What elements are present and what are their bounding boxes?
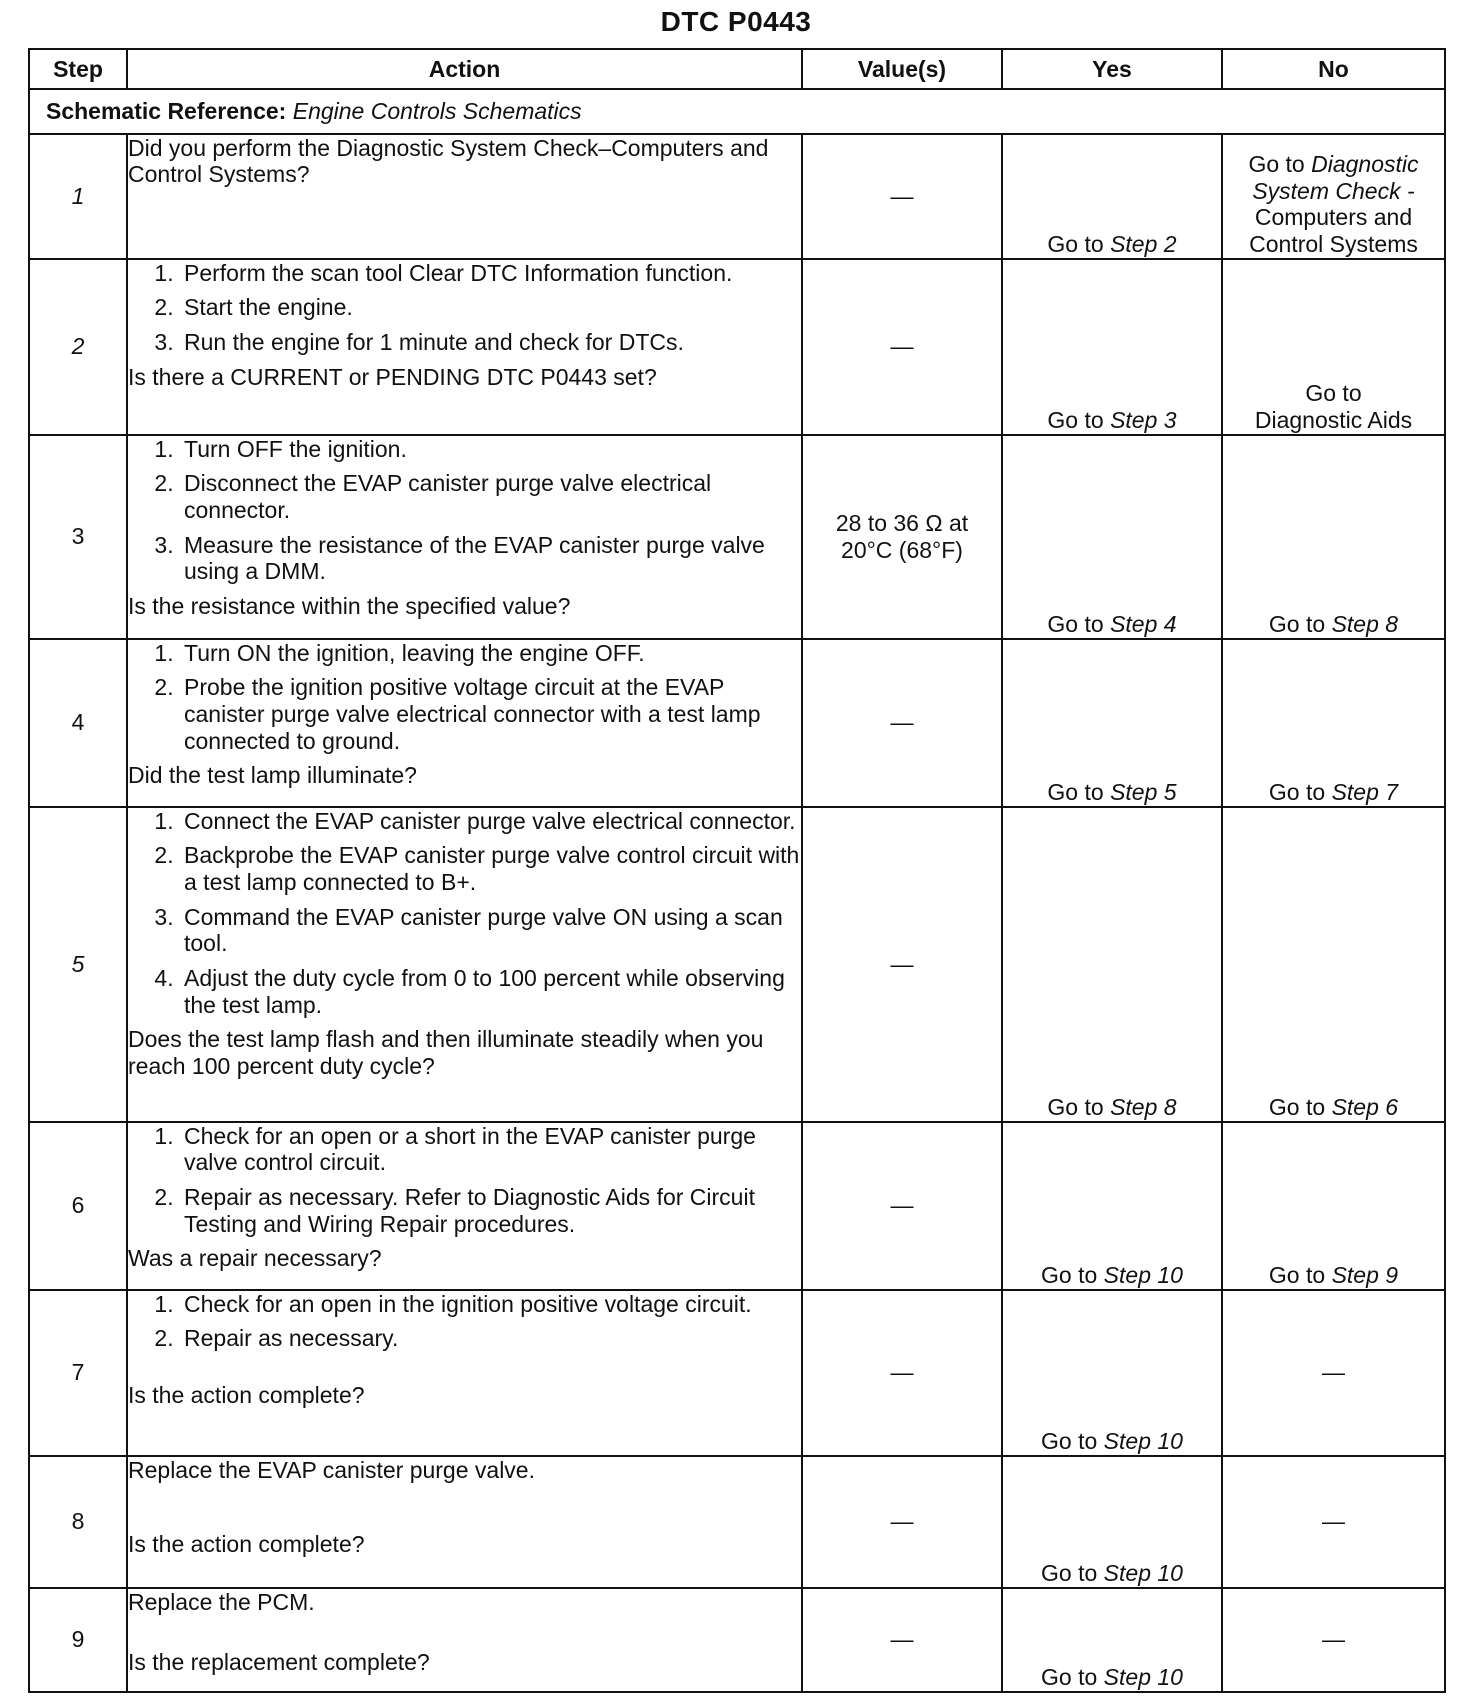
no-cell <box>1222 807 1445 1122</box>
action-cell <box>127 1588 802 1692</box>
action-text: Did you perform the Diagnostic System Check–Computers and Control Systems? <box>128 134 769 188</box>
table-row <box>29 1290 1445 1456</box>
action-question: Is the replacement complete? <box>128 1649 430 1676</box>
yes-cell <box>1002 1122 1222 1290</box>
action-question: Was a repair necessary? <box>128 1245 382 1272</box>
table-row <box>29 1456 1445 1588</box>
action-cell <box>127 435 802 639</box>
action-cell <box>127 807 802 1122</box>
step-number: 8 <box>29 1456 127 1588</box>
action-steps <box>128 1123 801 1238</box>
action-step: 2. Disconnect the EVAP canister purge valve electrical connector. <box>180 470 801 523</box>
action-text: Replace the EVAP canister purge valve. <box>128 1456 535 1483</box>
header-action: Action <box>127 49 802 89</box>
action-steps <box>128 808 801 1019</box>
action-steps <box>128 1291 801 1352</box>
header-no: No <box>1222 49 1445 89</box>
step-number: 6 <box>29 1122 127 1290</box>
action-question: Is the action complete? <box>128 1531 365 1558</box>
no-cell <box>1222 134 1445 259</box>
yes-cell <box>1002 134 1222 259</box>
action-cell <box>127 1122 802 1290</box>
goto-label: Go to <box>1047 407 1104 433</box>
no-step: Step 6 <box>1331 1094 1399 1120</box>
yes-step: Step 10 <box>1103 1560 1183 1586</box>
value-cell <box>802 435 1002 639</box>
value-cell: — <box>802 1290 1002 1456</box>
action-step: 3. Measure the resistance of the EVAP canister purge valve using a DMM. <box>180 532 801 585</box>
action-question: Is the resistance within the specified value? <box>128 593 571 620</box>
action-step: 2. Repair as necessary. <box>180 1325 801 1352</box>
action-step: 2. Repair as necessary. Refer to Diagnostic Aids for Circuit Testing and Wiring Repair procedures. <box>180 1184 801 1237</box>
yes-cell <box>1002 1290 1222 1456</box>
goto-label: Go to <box>1047 779 1104 805</box>
action-step: 3. Run the engine for 1 minute and check for DTCs. <box>180 329 801 356</box>
no-cell <box>1222 639 1445 807</box>
value-cell: — <box>802 134 1002 259</box>
step-number: 1 <box>29 134 127 259</box>
schematic-ref: Engine Controls Schematics <box>292 98 582 124</box>
action-question: Did the test lamp illuminate? <box>128 762 417 789</box>
yes-step: Step 10 <box>1103 1262 1183 1288</box>
yes-cell <box>1002 639 1222 807</box>
goto-label: Go to <box>1047 231 1104 257</box>
yes-step: Step 5 <box>1110 779 1177 805</box>
yes-cell <box>1002 435 1222 639</box>
goto-label: Go to <box>1268 1262 1326 1288</box>
step-number: 3 <box>29 435 127 639</box>
no-cell: — <box>1222 1290 1445 1456</box>
action-step: 2. Probe the ignition positive voltage circuit at the EVAP canister purge valve electrical connector with a test lamp connected to ground. <box>180 674 801 754</box>
no-text: Diagnostic Aids <box>1254 407 1413 433</box>
table-row <box>29 435 1445 639</box>
value-line: 28 to 36 Ω at <box>835 510 969 536</box>
value-cell: — <box>802 807 1002 1122</box>
action-step: 1. Perform the scan tool Clear DTC Information function. <box>180 260 801 287</box>
action-step: 1. Connect the EVAP canister purge valve electrical connector. <box>180 808 801 835</box>
step-number: 2 <box>29 259 127 435</box>
step-number: 5 <box>29 807 127 1122</box>
page-title: DTC P0443 <box>660 6 812 37</box>
schematic-row <box>29 89 1445 134</box>
yes-step: Step 8 <box>1110 1094 1177 1120</box>
action-cell <box>127 1456 802 1588</box>
no-step: Step 9 <box>1331 1262 1399 1288</box>
goto-label: Go to <box>1041 1428 1098 1454</box>
goto-label: Go to <box>1248 150 1305 177</box>
action-question: Is there a CURRENT or PENDING DTC P0443 set? <box>128 363 657 390</box>
no-cell <box>1222 1122 1445 1290</box>
action-cell <box>127 639 802 807</box>
header-row <box>29 49 1445 89</box>
step-number: 4 <box>29 639 127 807</box>
action-text: Replace the PCM. <box>128 1588 315 1615</box>
action-step: 1. Check for an open or a short in the EVAP canister purge valve control circuit. <box>180 1123 801 1176</box>
schematic-reference <box>29 89 1445 134</box>
step-number: 9 <box>29 1588 127 1692</box>
yes-step: Step 3 <box>1110 407 1177 433</box>
goto-label: Go to <box>1047 611 1104 637</box>
no-step: Step 8 <box>1331 611 1399 637</box>
value-cell: — <box>802 1588 1002 1692</box>
yes-cell <box>1002 1588 1222 1692</box>
action-step: 1. Turn ON the ignition, leaving the engine OFF. <box>180 640 801 667</box>
yes-step: Step 10 <box>1103 1664 1183 1690</box>
header-yes: Yes <box>1002 49 1222 89</box>
action-steps <box>128 260 801 356</box>
action-step: 3. Command the EVAP canister purge valve ON using a scan tool. <box>180 904 801 957</box>
yes-cell <box>1002 259 1222 435</box>
action-step: 1. Turn OFF the ignition. <box>180 436 801 463</box>
table-row <box>29 259 1445 435</box>
value-cell: — <box>802 639 1002 807</box>
yes-step: Step 4 <box>1110 611 1177 637</box>
action-question: Is the action complete? <box>128 1382 365 1409</box>
no-line: Control Systems <box>1249 231 1418 257</box>
no-line: System Check - <box>1252 177 1415 204</box>
action-cell <box>127 259 802 435</box>
action-cell <box>127 1290 802 1456</box>
header-values: Value(s) <box>802 49 1002 89</box>
goto-label: Go to <box>1041 1664 1098 1690</box>
value-cell: — <box>802 1122 1002 1290</box>
action-question: Does the test lamp flash and then illuminate steadily when you reach 100 percent duty cycle? <box>128 1026 764 1080</box>
no-cell <box>1222 435 1445 639</box>
action-steps <box>128 640 801 755</box>
yes-cell <box>1002 807 1222 1122</box>
table-row <box>29 1122 1445 1290</box>
goto-label: Go to <box>1041 1262 1098 1288</box>
no-cell: — <box>1222 1456 1445 1588</box>
goto-label: Go to <box>1268 1094 1326 1120</box>
schematic-label: Schematic Reference: <box>46 98 287 124</box>
goto-label: Go to <box>1305 380 1362 407</box>
header-step: Step <box>29 49 127 89</box>
goto-label: Go to <box>1268 779 1326 805</box>
no-step: Step 7 <box>1331 779 1399 805</box>
no-line: Diagnostic <box>1311 150 1419 177</box>
value-cell: — <box>802 259 1002 435</box>
yes-step: Step 2 <box>1110 231 1177 257</box>
goto-label: Go to <box>1041 1560 1098 1586</box>
goto-label: Go to <box>1268 611 1326 637</box>
value-line: 20°C (68°F) <box>841 536 963 563</box>
action-step: 1. Check for an open in the ignition positive voltage circuit. <box>180 1291 801 1318</box>
action-step: 2. Backprobe the EVAP canister purge valve control circuit with a test lamp connected to B+. <box>180 842 801 895</box>
yes-cell <box>1002 1456 1222 1588</box>
no-cell: — <box>1222 1588 1445 1692</box>
action-step: 4. Adjust the duty cycle from 0 to 100 percent while observing the test lamp. <box>180 965 801 1018</box>
dtc-table <box>28 48 1446 1693</box>
step-number: 7 <box>29 1290 127 1456</box>
table-row <box>29 1588 1445 1692</box>
action-cell <box>127 134 802 259</box>
table-row <box>29 134 1445 259</box>
goto-label: Go to <box>1047 1094 1104 1120</box>
no-line: Computers and <box>1254 204 1413 231</box>
action-step: 2. Start the engine. <box>180 294 801 321</box>
table-row <box>29 807 1445 1122</box>
no-cell <box>1222 259 1445 435</box>
action-steps <box>128 436 801 585</box>
value-cell: — <box>802 1456 1002 1588</box>
yes-step: Step 10 <box>1103 1428 1183 1454</box>
table-row <box>29 639 1445 807</box>
